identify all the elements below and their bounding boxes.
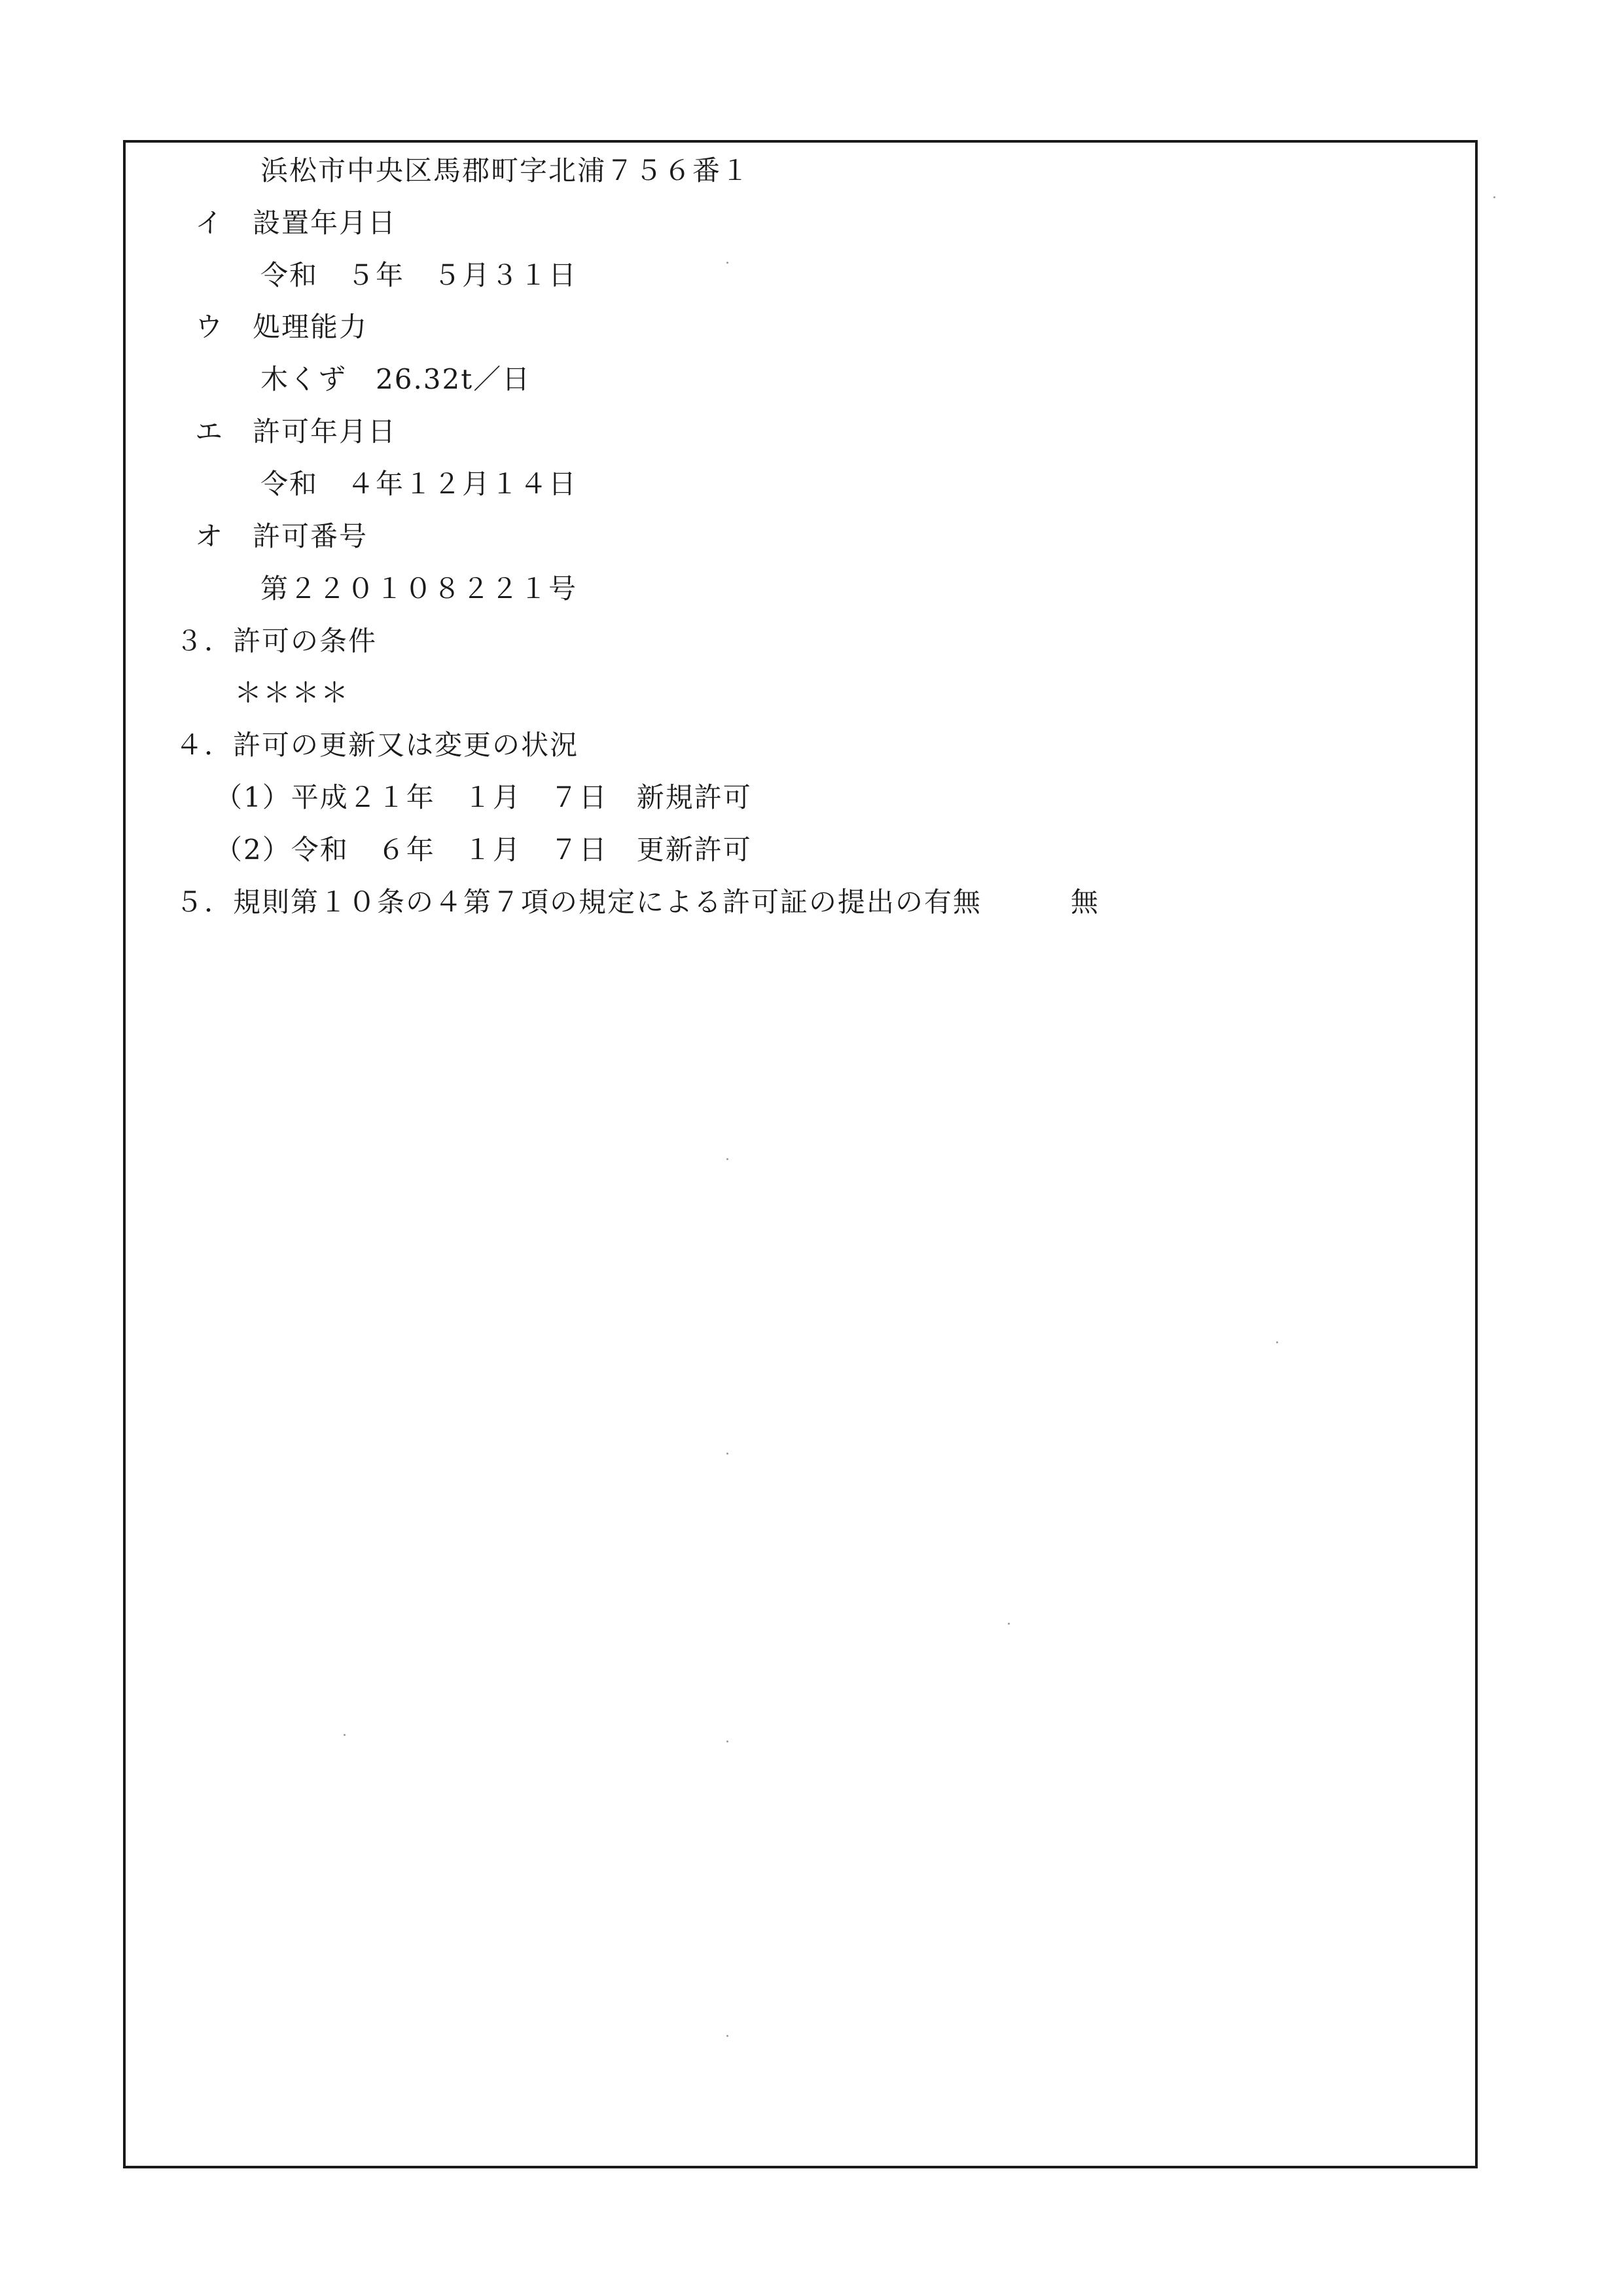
installation-date-value: 令和 ５年 ５月３１日 [260,259,578,291]
scan-speck [726,262,728,264]
renewal-status-heading: ４．許可の更新又は変更の状況 [175,729,579,761]
scan-speck [726,1453,728,1455]
scan-speck [344,1734,346,1736]
permit-submission-heading: ５．規則第１０条の４第７項の規定による許可証の提出の有無 [175,886,982,918]
permit-conditions-heading: ３．許可の条件 [175,625,378,657]
processing-capacity-value: 木くず 26.32t／日 [260,363,531,395]
processing-capacity-heading: ウ 処理能力 [195,311,368,343]
permit-conditions-value: ＊＊＊＊ [234,677,350,709]
permit-number-heading: オ 許可番号 [195,520,368,552]
scan-speck [726,2035,728,2037]
scan-speck [726,1740,728,1742]
permit-date-heading: エ 許可年月日 [195,415,397,448]
scan-speck [1008,1623,1010,1625]
permit-number-value: 第２２０１０８２２１号 [260,573,578,605]
renewal-status-item-1: （1）平成２１年 １月 ７日 新規許可 [215,781,752,813]
renewal-status-item-2: （2）令和 ６年 １月 ７日 更新許可 [215,834,752,866]
facility-address: 浜松市中央区馬郡町字北浦７５６番１ [260,154,751,186]
scan-speck [726,1158,728,1160]
scan-speck [1276,1341,1278,1343]
permit-date-value: 令和 ４年１２月１４日 [260,468,578,500]
permit-submission-value: 無 [1071,886,1100,918]
scan-speck [1493,196,1495,198]
installation-date-heading: イ 設置年月日 [195,207,397,239]
